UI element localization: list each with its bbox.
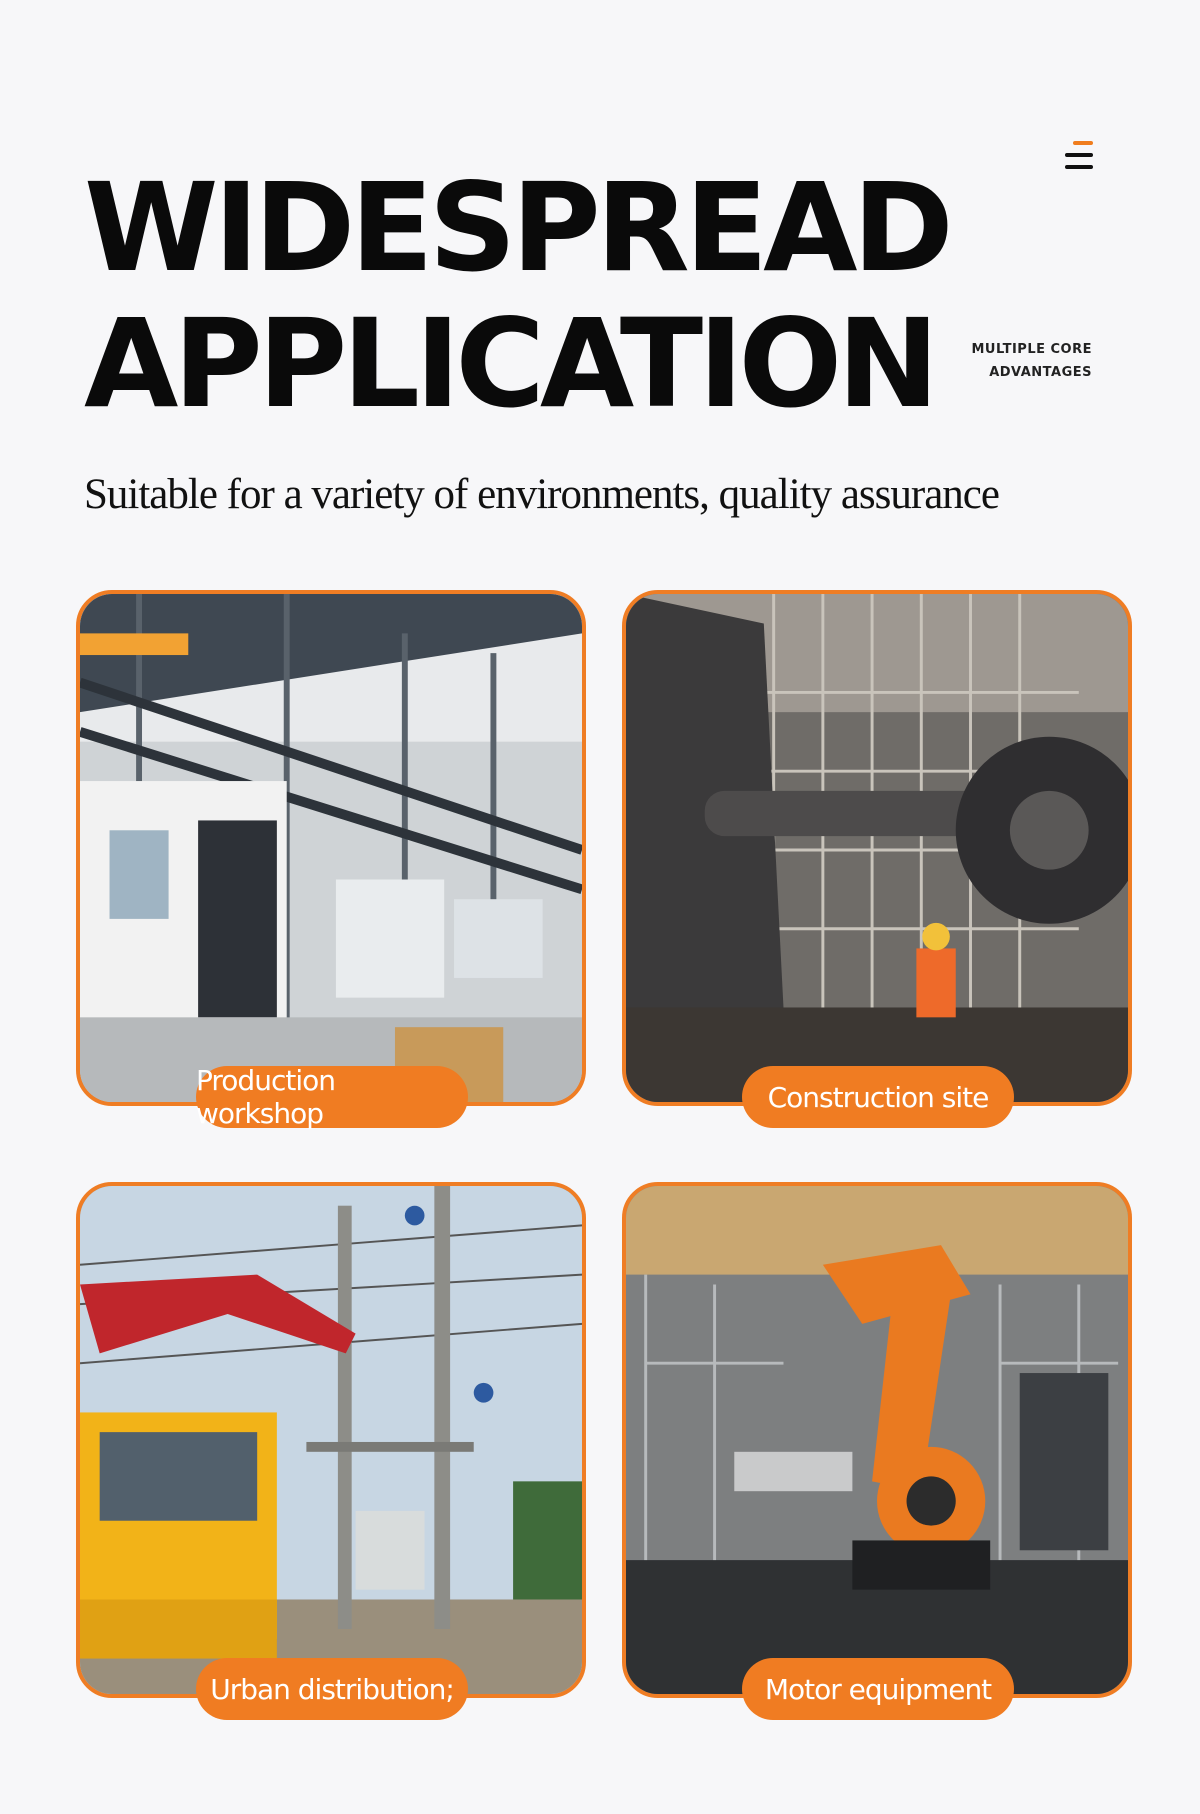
application-card-motor-equipment (622, 1182, 1132, 1706)
factory-machines-photo (76, 590, 586, 1106)
application-card-construction-site (622, 590, 1132, 1114)
card-label: Construction site (742, 1066, 1014, 1128)
side-note-line-2: ADVANTAGES (989, 365, 1092, 380)
menu-line (1073, 141, 1093, 145)
page-subtitle: Suitable for a variety of environments, quality assurance (84, 471, 999, 518)
title-line-1: WIDESPREAD (84, 157, 949, 299)
application-card-urban-distribution (76, 1182, 586, 1706)
card-label: Production workshop (196, 1066, 468, 1128)
industrial-robot-photo (622, 1182, 1132, 1698)
application-card-production-workshop (76, 590, 586, 1130)
card-label: Urban distribution; (196, 1658, 468, 1720)
page-title (84, 157, 949, 435)
power-line-workers-photo (76, 1182, 586, 1698)
side-note-line-1: MULTIPLE CORE (971, 342, 1092, 357)
construction-machinery-photo (622, 590, 1132, 1106)
menu-icon[interactable] (1057, 137, 1093, 173)
menu-line (1065, 153, 1093, 157)
menu-line (1065, 165, 1093, 169)
title-line-2: APPLICATION (84, 293, 935, 435)
card-label: Motor equipment (742, 1658, 1014, 1720)
side-note (971, 338, 1092, 384)
